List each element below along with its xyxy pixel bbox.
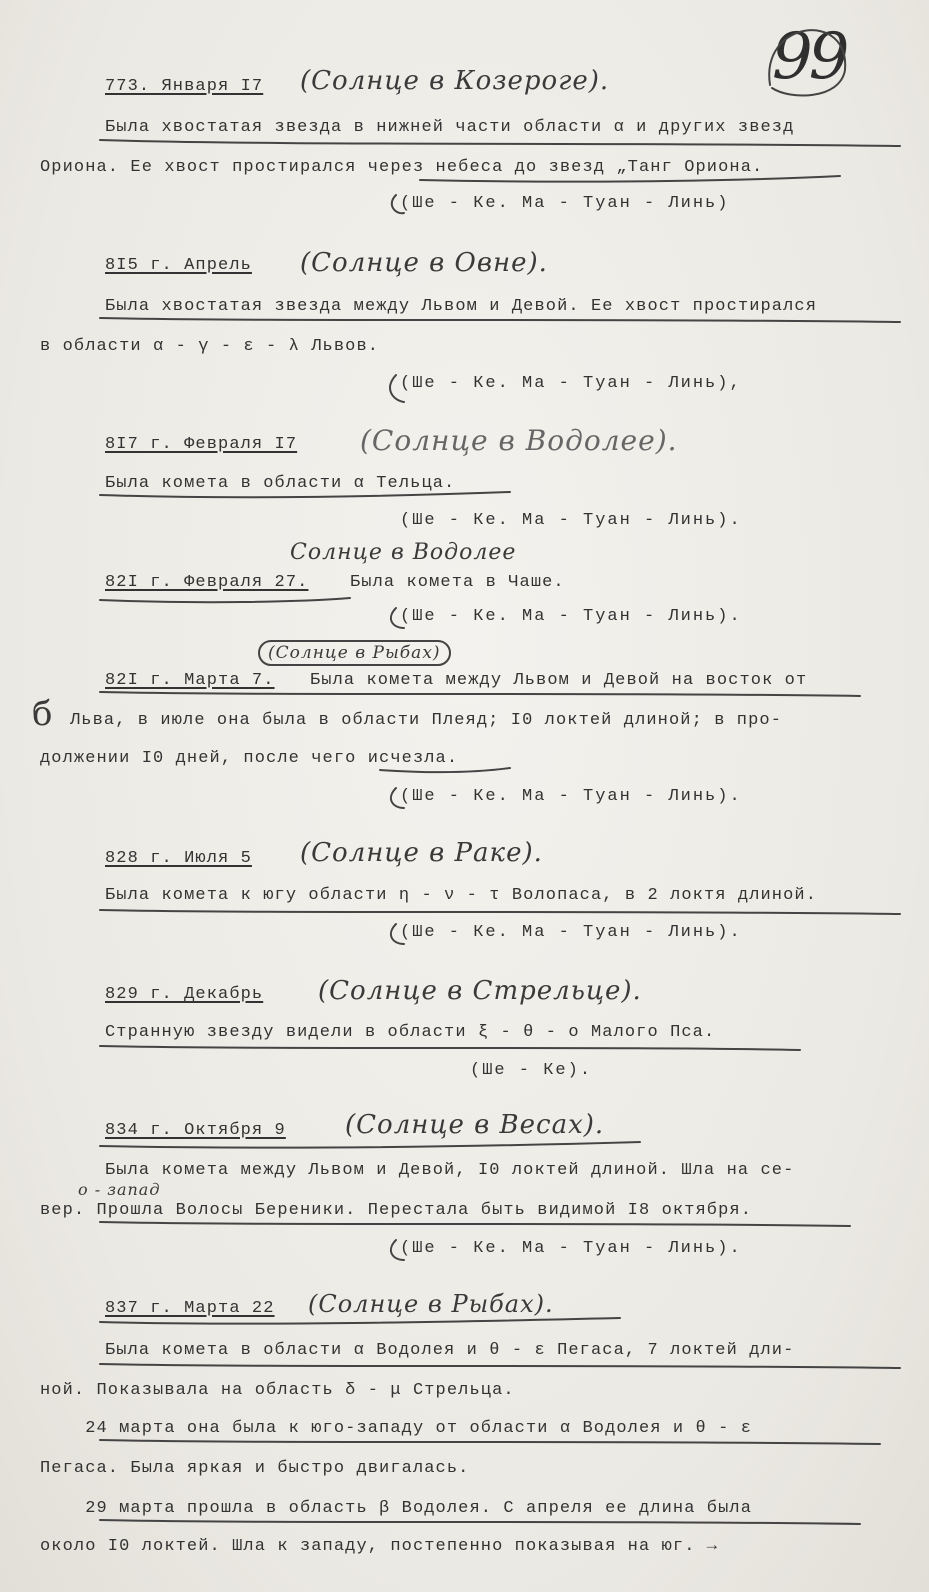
sun-note: Солнце в Водолее	[290, 540, 517, 565]
entry-header: 829 г. Декабрь	[105, 985, 264, 1004]
entry-text-line: вер. Прошла Волосы Береники. Перестала быть видимой I8 октября.	[40, 1201, 753, 1220]
entry-header: 82I г. Марта 7.	[105, 671, 275, 690]
entry-text-line: Льва, в июле она была в области Плеяд; I0 локтей длиной; в про-	[70, 711, 783, 730]
sun-note: (Солнце в Козероге).	[300, 66, 610, 96]
entry-text-line: Странную звезду видели в области ξ - θ - ο Малого Пса.	[105, 1023, 716, 1042]
entry-header: 834 г. Октября 9	[105, 1121, 286, 1140]
entry-text-line: Была комета в области α Водолея и θ - ε Пегаса, 7 локтей дли-	[105, 1341, 795, 1360]
entry-header: 828 г. Июля 5	[105, 849, 252, 868]
sun-note: (Солнце в Стрельце).	[318, 976, 642, 1006]
sun-note: (Солнце в Рыбах)	[258, 640, 451, 666]
entry-text-line: около I0 локтей. Шла к западу, постепенно показывая на юг. →	[40, 1537, 719, 1556]
sun-note: (Солнце в Раке).	[300, 838, 543, 868]
entry-text-line: Была хвостатая звезда в нижней части области α и других звезд	[105, 118, 795, 137]
underline-stroke	[100, 1222, 850, 1226]
entry-text-line: Ориона. Ее хвост простирался через небеса до звезд „Танг Ориона.	[40, 158, 764, 177]
sun-note: (Солнце в Рыбах).	[308, 1290, 554, 1318]
page-number: 99	[772, 20, 846, 94]
underline-stroke	[100, 1440, 880, 1444]
insert-note: о - запад	[78, 1180, 161, 1199]
source-citation: (Ше - Ке. Ма - Туан - Линь)	[400, 194, 730, 213]
source-citation: (Ше - Ке. Ма - Туан - Линь).	[400, 607, 742, 626]
underline-stroke	[100, 1364, 900, 1368]
entry-text-line: Пегаса. Была яркая и быстро двигалась.	[40, 1459, 470, 1478]
entry-text-line: в области α - γ - ε - λ Львов.	[40, 337, 380, 356]
underline-stroke	[100, 318, 900, 322]
entry-text-line: Была хвостатая звезда между Львом и Девой. Ее хвост простирался	[105, 297, 818, 316]
entry-text-line: Была комета к югу области η - ν - τ Волопаса, в 2 локтя длиной.	[105, 886, 818, 905]
underline-stroke	[100, 1046, 800, 1050]
entry-text-line: 24 марта она была к юго-западу от области α Водолея и θ - ε	[40, 1419, 753, 1438]
entry-text-line: Была комета между Львом и Девой, I0 локтей длиной. Шла на се-	[105, 1161, 795, 1180]
entry-text-line: должении I0 дней, после чего исчезла.	[40, 749, 459, 768]
source-citation: (Ше - Ке. Ма - Туан - Линь).	[400, 511, 742, 530]
underline-stroke	[100, 692, 860, 696]
underline-stroke	[100, 1142, 640, 1148]
margin-mark: б	[32, 694, 54, 734]
entry-text-line: Была комета в области α Тельца.	[105, 474, 456, 493]
entry-header: 8I7 г. Февраля I7	[105, 435, 298, 454]
entry-text-line: Была комета в Чаше.	[350, 573, 565, 592]
underline-stroke	[100, 910, 900, 914]
entry-header: 82I г. Февраля 27.	[105, 573, 309, 592]
underline-stroke	[100, 140, 900, 146]
source-citation: (Ше - Ке. Ма - Туан - Линь).	[400, 923, 742, 942]
entry-header: 8I5 г. Апрель	[105, 256, 252, 275]
sun-note: (Солнце в Весах).	[345, 1110, 605, 1140]
source-citation: (Ше - Ке. Ма - Туан - Линь),	[400, 374, 742, 393]
sun-note: (Солнце в Водолее).	[360, 424, 678, 457]
entry-header: 773. Января I7	[105, 77, 264, 96]
entry-header: 837 г. Марта 22	[105, 1299, 275, 1318]
entry-text-line: ной. Показывала на область δ - μ Стрельца.	[40, 1381, 515, 1400]
underline-stroke	[100, 598, 350, 602]
underline-stroke	[100, 1520, 860, 1524]
entry-text-line: Была комета между Львом и Девой на восток от	[310, 671, 808, 690]
entry-text-line: 29 марта прошла в область β Водолея. С апреля ее длина была	[40, 1499, 753, 1518]
source-citation: (Ше - Ке).	[470, 1061, 593, 1080]
source-citation: (Ше - Ке. Ма - Туан - Линь).	[400, 787, 742, 806]
sun-note: (Солнце в Овне).	[300, 248, 548, 278]
source-citation: (Ше - Ке. Ма - Туан - Линь).	[400, 1239, 742, 1258]
